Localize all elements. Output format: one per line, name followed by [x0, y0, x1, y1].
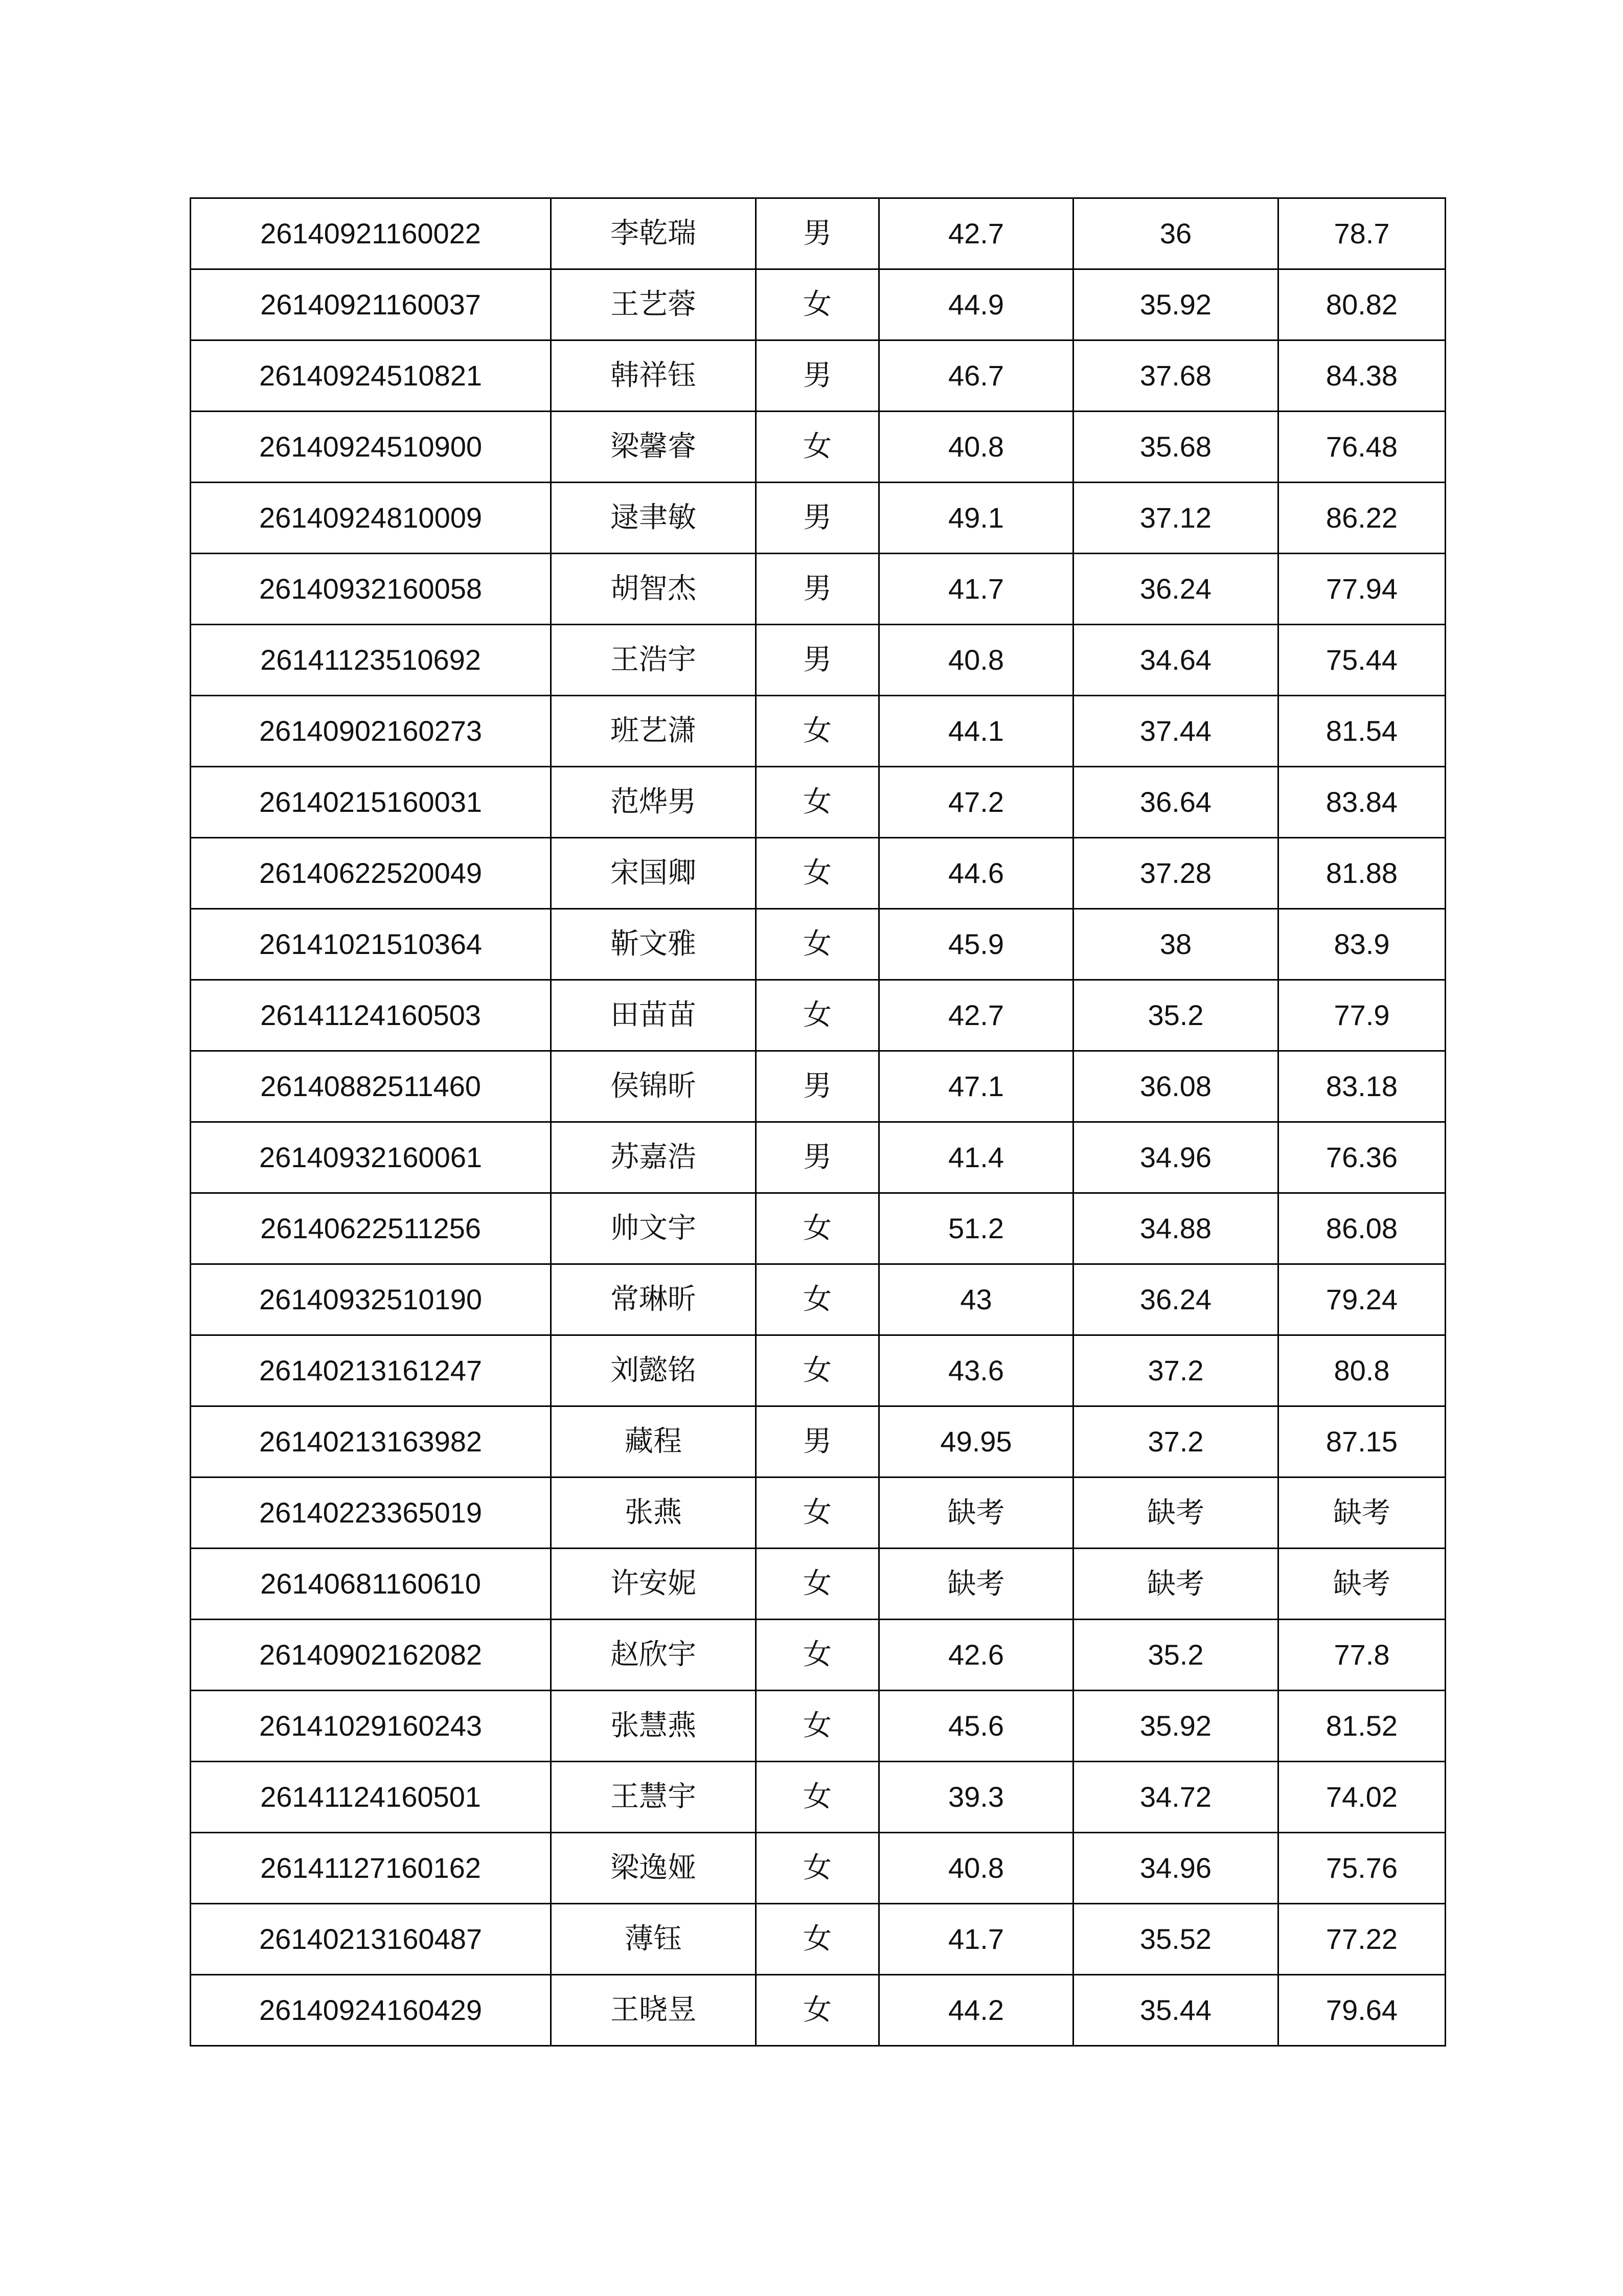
score-2-cell: 35.68: [1073, 412, 1278, 483]
table-row: [191, 1193, 1446, 1264]
score-1-cell: 47.1: [879, 1051, 1073, 1122]
score-2-cell: 37.28: [1073, 838, 1278, 909]
total-score-cell: 87.15: [1278, 1406, 1446, 1477]
table-row: [191, 269, 1446, 340]
score-2-cell: 37.12: [1073, 483, 1278, 554]
total-score-cell: 86.22: [1278, 483, 1446, 554]
score-2-cell: 36.64: [1073, 767, 1278, 838]
table-row: [191, 554, 1446, 625]
total-score-cell: 77.94: [1278, 554, 1446, 625]
gender-cell: 女: [756, 1477, 879, 1549]
score-1-cell: 40.8: [879, 412, 1073, 483]
total-score-cell: 83.9: [1278, 909, 1446, 980]
gender-cell: 女: [756, 1762, 879, 1833]
total-score-cell: 84.38: [1278, 340, 1446, 412]
candidate-name-cell: 苏嘉浩: [551, 1122, 756, 1193]
candidate-name-cell: 宋国卿: [551, 838, 756, 909]
candidate-id-cell: 26140902162082: [191, 1620, 551, 1691]
table-row: [191, 412, 1446, 483]
score-1-cell: 44.1: [879, 696, 1073, 767]
candidate-id-cell: 26140223365019: [191, 1477, 551, 1549]
score-2-cell: 35.52: [1073, 1904, 1278, 1975]
gender-cell: 女: [756, 1620, 879, 1691]
gender-cell: 男: [756, 483, 879, 554]
total-score-cell: 76.36: [1278, 1122, 1446, 1193]
score-2-cell: 36.24: [1073, 554, 1278, 625]
table-row: [191, 980, 1446, 1051]
gender-cell: 女: [756, 1335, 879, 1406]
gender-cell: 女: [756, 696, 879, 767]
table-row: [191, 1549, 1446, 1620]
candidate-id-cell: 26140921160037: [191, 269, 551, 340]
gender-cell: 女: [756, 1193, 879, 1264]
score-1-cell: 40.8: [879, 625, 1073, 696]
table-row: [191, 340, 1446, 412]
score-2-cell: 35.92: [1073, 269, 1278, 340]
candidate-name-cell: 王浩宇: [551, 625, 756, 696]
candidate-name-cell: 许安妮: [551, 1549, 756, 1620]
candidate-id-cell: 26141029160243: [191, 1691, 551, 1762]
candidate-id-cell: 26141123510692: [191, 625, 551, 696]
score-1-cell: 40.8: [879, 1833, 1073, 1904]
candidate-name-cell: 韩祥钰: [551, 340, 756, 412]
table-row: [191, 767, 1446, 838]
score-1-cell: 44.6: [879, 838, 1073, 909]
score-2-cell: 35.2: [1073, 980, 1278, 1051]
candidate-id-cell: 26140924510900: [191, 412, 551, 483]
gender-cell: 女: [756, 767, 879, 838]
candidate-name-cell: 刘懿铭: [551, 1335, 756, 1406]
candidate-id-cell: 26140924160429: [191, 1975, 551, 2046]
table-row: [191, 1335, 1446, 1406]
candidate-id-cell: 26140932160058: [191, 554, 551, 625]
total-score-cell: 76.48: [1278, 412, 1446, 483]
gender-cell: 女: [756, 980, 879, 1051]
total-score-cell: 83.84: [1278, 767, 1446, 838]
table-row: [191, 1691, 1446, 1762]
candidate-id-cell: 26140924510821: [191, 340, 551, 412]
score-1-cell: 41.4: [879, 1122, 1073, 1193]
candidate-name-cell: 逯聿敏: [551, 483, 756, 554]
score-1-cell: 51.2: [879, 1193, 1073, 1264]
candidate-id-cell: 26140213163982: [191, 1406, 551, 1477]
score-2-cell: 34.64: [1073, 625, 1278, 696]
score-1-cell: 42.7: [879, 980, 1073, 1051]
score-2-cell: 36.24: [1073, 1264, 1278, 1335]
candidate-id-cell: 26140921160022: [191, 198, 551, 269]
total-score-cell: 77.8: [1278, 1620, 1446, 1691]
candidate-id-cell: 26140213161247: [191, 1335, 551, 1406]
gender-cell: 男: [756, 1051, 879, 1122]
score-1-cell: 43: [879, 1264, 1073, 1335]
gender-cell: 女: [756, 1904, 879, 1975]
candidate-name-cell: 靳文雅: [551, 909, 756, 980]
score-1-cell: 41.7: [879, 1904, 1073, 1975]
table-row: [191, 696, 1446, 767]
table-row: [191, 1620, 1446, 1691]
score-2-cell: 37.2: [1073, 1335, 1278, 1406]
table-row: [191, 1904, 1446, 1975]
candidate-name-cell: 赵欣宇: [551, 1620, 756, 1691]
score-1-cell: 缺考: [879, 1477, 1073, 1549]
total-score-cell: 77.9: [1278, 980, 1446, 1051]
gender-cell: 男: [756, 1406, 879, 1477]
score-2-cell: 34.72: [1073, 1762, 1278, 1833]
score-1-cell: 43.6: [879, 1335, 1073, 1406]
gender-cell: 女: [756, 269, 879, 340]
score-2-cell: 36: [1073, 198, 1278, 269]
gender-cell: 女: [756, 1549, 879, 1620]
candidate-id-cell: 26140681160610: [191, 1549, 551, 1620]
score-1-cell: 49.95: [879, 1406, 1073, 1477]
score-1-cell: 42.7: [879, 198, 1073, 269]
gender-cell: 男: [756, 625, 879, 696]
gender-cell: 女: [756, 838, 879, 909]
candidate-id-cell: 26141127160162: [191, 1833, 551, 1904]
table-row: [191, 1833, 1446, 1904]
candidate-id-cell: 26140924810009: [191, 483, 551, 554]
gender-cell: 女: [756, 1975, 879, 2046]
total-score-cell: 74.02: [1278, 1762, 1446, 1833]
score-2-cell: 34.96: [1073, 1122, 1278, 1193]
table-row: [191, 909, 1446, 980]
score-1-cell: 49.1: [879, 483, 1073, 554]
candidate-name-cell: 胡智杰: [551, 554, 756, 625]
score-2-cell: 37.2: [1073, 1406, 1278, 1477]
candidate-id-cell: 26140213160487: [191, 1904, 551, 1975]
score-2-cell: 35.92: [1073, 1691, 1278, 1762]
table-row: [191, 838, 1446, 909]
gender-cell: 女: [756, 1833, 879, 1904]
candidate-name-cell: 藏程: [551, 1406, 756, 1477]
total-score-cell: 77.22: [1278, 1904, 1446, 1975]
score-2-cell: 缺考: [1073, 1477, 1278, 1549]
table-row: [191, 1051, 1446, 1122]
candidate-id-cell: 26140882511460: [191, 1051, 551, 1122]
total-score-cell: 缺考: [1278, 1477, 1446, 1549]
score-table: [190, 197, 1446, 2047]
table-row: [191, 483, 1446, 554]
candidate-id-cell: 26140902160273: [191, 696, 551, 767]
score-1-cell: 41.7: [879, 554, 1073, 625]
candidate-name-cell: 王晓昱: [551, 1975, 756, 2046]
table-row: [191, 625, 1446, 696]
total-score-cell: 81.88: [1278, 838, 1446, 909]
table-row: [191, 1122, 1446, 1193]
gender-cell: 女: [756, 412, 879, 483]
gender-cell: 男: [756, 1122, 879, 1193]
table-row: [191, 1975, 1446, 2046]
score-table-body: [191, 198, 1446, 2046]
gender-cell: 男: [756, 340, 879, 412]
candidate-name-cell: 王慧宇: [551, 1762, 756, 1833]
candidate-name-cell: 侯锦昕: [551, 1051, 756, 1122]
score-2-cell: 37.68: [1073, 340, 1278, 412]
candidate-name-cell: 班艺潇: [551, 696, 756, 767]
total-score-cell: 83.18: [1278, 1051, 1446, 1122]
score-2-cell: 35.44: [1073, 1975, 1278, 2046]
total-score-cell: 79.64: [1278, 1975, 1446, 2046]
score-2-cell: 35.2: [1073, 1620, 1278, 1691]
score-1-cell: 46.7: [879, 340, 1073, 412]
table-row: [191, 1264, 1446, 1335]
candidate-name-cell: 帅文宇: [551, 1193, 756, 1264]
gender-cell: 女: [756, 1691, 879, 1762]
candidate-id-cell: 26140622511256: [191, 1193, 551, 1264]
candidate-name-cell: 常琳昕: [551, 1264, 756, 1335]
table-row: [191, 198, 1446, 269]
total-score-cell: 81.54: [1278, 696, 1446, 767]
score-2-cell: 34.88: [1073, 1193, 1278, 1264]
candidate-name-cell: 田苗苗: [551, 980, 756, 1051]
candidate-name-cell: 王艺蓉: [551, 269, 756, 340]
candidate-name-cell: 李乾瑞: [551, 198, 756, 269]
score-1-cell: 47.2: [879, 767, 1073, 838]
table-row: [191, 1477, 1446, 1549]
candidate-name-cell: 范烨男: [551, 767, 756, 838]
candidate-id-cell: 26141124160503: [191, 980, 551, 1051]
total-score-cell: 78.7: [1278, 198, 1446, 269]
candidate-name-cell: 张慧燕: [551, 1691, 756, 1762]
total-score-cell: 81.52: [1278, 1691, 1446, 1762]
score-1-cell: 缺考: [879, 1549, 1073, 1620]
candidate-name-cell: 张燕: [551, 1477, 756, 1549]
candidate-id-cell: 26140932160061: [191, 1122, 551, 1193]
candidate-name-cell: 梁馨睿: [551, 412, 756, 483]
total-score-cell: 缺考: [1278, 1549, 1446, 1620]
gender-cell: 男: [756, 554, 879, 625]
table-row: [191, 1406, 1446, 1477]
score-1-cell: 42.6: [879, 1620, 1073, 1691]
total-score-cell: 86.08: [1278, 1193, 1446, 1264]
candidate-id-cell: 26140932510190: [191, 1264, 551, 1335]
total-score-cell: 75.44: [1278, 625, 1446, 696]
candidate-id-cell: 26141124160501: [191, 1762, 551, 1833]
score-2-cell: 缺考: [1073, 1549, 1278, 1620]
candidate-name-cell: 薄钰: [551, 1904, 756, 1975]
score-1-cell: 45.9: [879, 909, 1073, 980]
score-2-cell: 34.96: [1073, 1833, 1278, 1904]
candidate-name-cell: 梁逸娅: [551, 1833, 756, 1904]
gender-cell: 女: [756, 909, 879, 980]
score-1-cell: 44.9: [879, 269, 1073, 340]
score-2-cell: 38: [1073, 909, 1278, 980]
table-row: [191, 1762, 1446, 1833]
total-score-cell: 79.24: [1278, 1264, 1446, 1335]
gender-cell: 男: [756, 198, 879, 269]
candidate-id-cell: 26141021510364: [191, 909, 551, 980]
candidate-id-cell: 26140622520049: [191, 838, 551, 909]
gender-cell: 女: [756, 1264, 879, 1335]
candidate-id-cell: 26140215160031: [191, 767, 551, 838]
score-1-cell: 44.2: [879, 1975, 1073, 2046]
total-score-cell: 80.8: [1278, 1335, 1446, 1406]
score-2-cell: 36.08: [1073, 1051, 1278, 1122]
score-2-cell: 37.44: [1073, 696, 1278, 767]
total-score-cell: 75.76: [1278, 1833, 1446, 1904]
score-1-cell: 45.6: [879, 1691, 1073, 1762]
score-1-cell: 39.3: [879, 1762, 1073, 1833]
total-score-cell: 80.82: [1278, 269, 1446, 340]
